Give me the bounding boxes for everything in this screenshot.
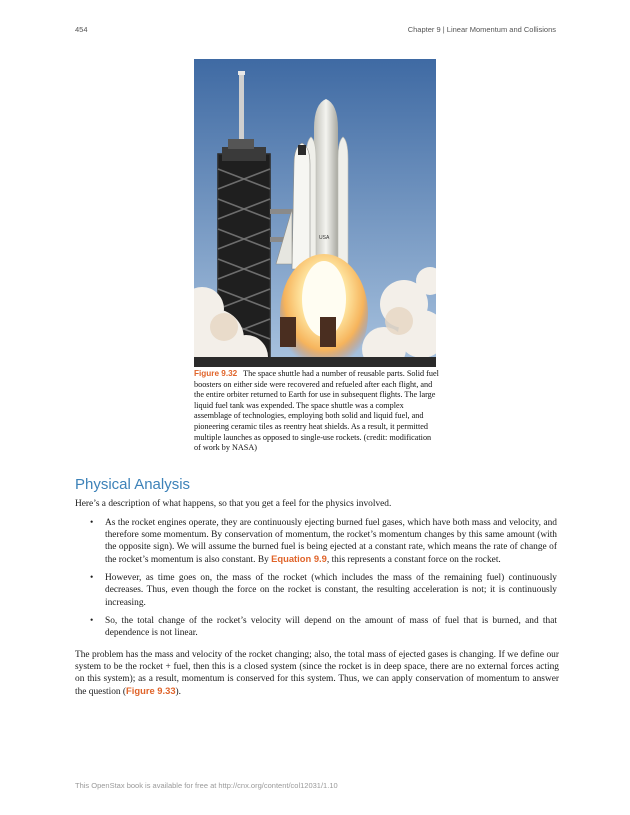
chapter-title: Chapter 9 | Linear Momentum and Collisions <box>407 25 556 34</box>
bullet-text: , this represents a constant force on the rocket. <box>326 555 501 566</box>
body-text: The problem has the mass and velocity of the rocket changing; also, the total mass of ejected gases is changing. If we define our system to be the rocket + fuel, then this is a closed system (since the rocket is in deep space, there are no external forces acting on this system); as a result, momentum is conserved for this system. Thus, we can apply conservation of momentum to answer the question ( <box>75 650 559 698</box>
equation-link[interactable]: Equation 9.9 <box>271 553 327 565</box>
figure-label[interactable]: Figure 9.32 <box>194 369 238 378</box>
section-title: Physical Analysis <box>75 476 191 493</box>
figure-caption <box>194 369 440 454</box>
bullet-list <box>90 517 557 645</box>
figure-link[interactable]: Figure 9.33 <box>126 685 176 697</box>
list-item <box>90 615 557 639</box>
space-shuttle-launch-photo <box>194 59 436 367</box>
intro-paragraph: Here’s a description of what happens, so that you get a feel for the physics involved. <box>75 499 392 509</box>
page-footer: This OpenStax book is available for free at http://cnx.org/content/col12031/1.10 <box>75 781 338 790</box>
bullet-text: So, the total change of the rocket’s velocity will depend on the amount of mass of fuel that is burned, and that dependence is not linear. <box>105 615 557 638</box>
body-paragraph <box>75 649 559 698</box>
orbiter-usa-text: USA <box>319 235 330 241</box>
bullet-text: However, as time goes on, the mass of the rocket (which includes the mass of the remaining fuel) continuously decreases. Thus, even though the force on the rocket is constant, the resulting acceleration is not; it is continuously increasing. <box>105 573 557 608</box>
list-item <box>90 517 557 566</box>
list-item <box>90 572 557 608</box>
figure-caption-text: The space shuttle had a number of reusable parts. Solid fuel boosters on either side were recovered and refueled after each flight, and the entire orbiter returned to Earth for use in subsequent flights. The large liquid fuel tank was expended. The space shuttle was a complex assemblage of technologies, employing both solid and liquid fuel, and pioneering ceramic tiles as reentry heat shields. As a result, it permitted multiple launches as opposed to single-use rockets. (credit: modification of work by NASA) <box>194 369 439 453</box>
page-number: 454 <box>75 25 88 34</box>
body-text: ). <box>175 687 182 698</box>
bullet-text: As the rocket engines operate, they are continuously ejecting burned fuel gases, which have both mass and velocity, and therefore some momentum. By conservation of momentum, the rocket’s momentum changes by this same amount (with the opposite sign). We will assume the burned fuel is being ejected at a constant rate, which means the rate of change of the rocket’s momentum is also constant. By <box>105 518 557 566</box>
